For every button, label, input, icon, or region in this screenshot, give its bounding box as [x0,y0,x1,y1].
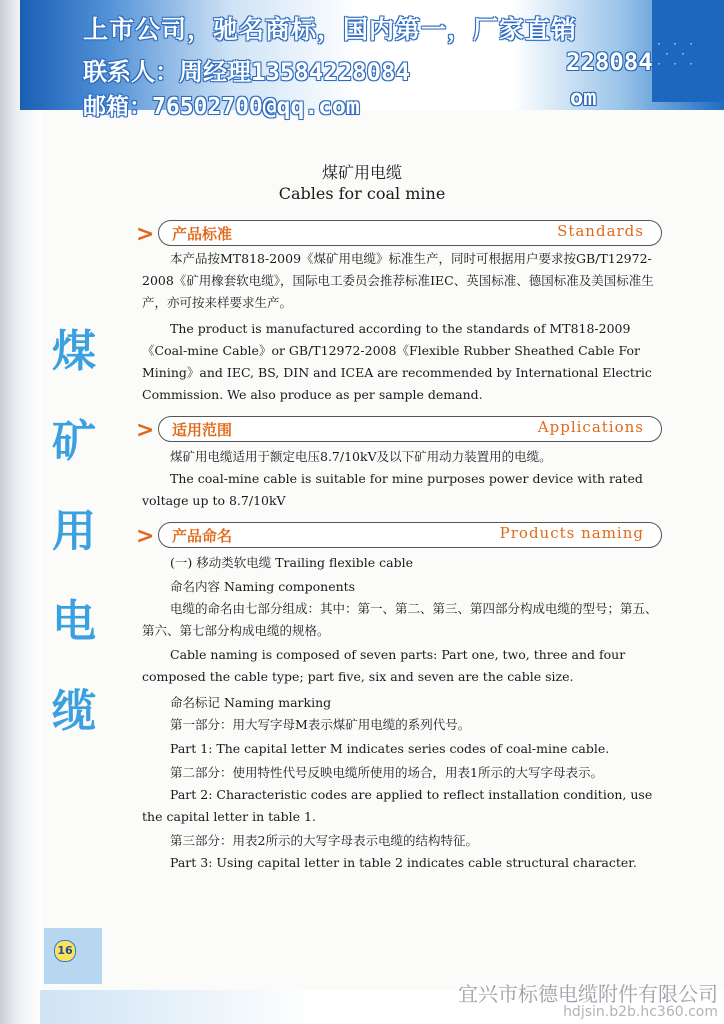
section-title-cn: 产品命名 [172,527,233,545]
section-header-applications [136,416,666,444]
promo-contact: 联系人：周经理13584228084 [83,58,410,86]
header-dot-pattern: · · · · · · · · [656,39,697,70]
naming-line: 命名标记 Naming marking [170,695,332,710]
applications-text-cn: 煤矿用电缆适用于额定电压8.7/10kV及以下矿用动力装置用的电缆。 [170,449,552,464]
side-title-char: 电 [52,596,96,647]
naming-line: 电缆的命名由七部分组成：其中：第一、第二、第三、第四部分构成电缆的型号；第五、第六、第七部分构成电缆的规格。 [142,601,658,638]
chevron-right-icon: > [136,524,155,549]
naming-line: 第一部分：用大写字母M表示煤矿用电缆的系列代号。 [170,717,471,732]
section-title-cn: 产品标准 [172,225,233,243]
page-title-cn: 煤矿用电缆 [321,163,402,182]
section-title-cn: 适用范围 [172,421,233,439]
standards-text-cn: 本产品按MT818-2009《煤矿用电缆》标准生产，同时可根据用户要求按GB/T12972-2008《矿用橡套软电缆》，国际电工委员会推荐标准IEC、英国标准、德国标准及美国标准生产，亦可按来样要求生产。 [142,251,654,310]
left-binding-shadow [0,0,42,1024]
standards-text-en: The product is manufactured according to the standards of MT818-2009《Coal-mine Cable》or GB/T12972-2008《Flexible Rubber Sheathed Cable For Mining》and IEC, BS, DIN and ICEA are recommended by International Electric Commission. We also produce as per sample demand. [142,321,652,402]
chevron-right-icon: > [136,222,155,247]
watermark-url: hdjsin.b2b.hc360.com [563,1004,718,1020]
watermark-company: 宜兴市标德电缆附件有限公司 [458,982,718,1006]
promo-ghost-email: om [570,86,597,111]
side-title-char: 缆 [52,686,96,737]
section-header-standards [136,220,666,248]
side-vertical-title [44,326,104,780]
naming-line: 命名内容 Naming components [170,579,356,594]
section-title-en: Applications [537,418,644,436]
chevron-right-icon: > [136,418,155,443]
applications-text-en: The coal-mine cable is suitable for mine purposes power device with rated voltage up to 8.7/10kV [142,471,643,508]
page-title-en: Cables for coal mine [278,184,446,203]
promo-ghost-phone: 228084 [566,48,653,76]
promo-line-1: 上市公司，驰名商标，国内第一，厂家直销 [83,15,578,44]
side-title-char: 煤 [52,326,96,377]
section-title-en: Standards [557,222,644,240]
naming-line: Cable naming is composed of seven parts: Part one, two, three and four composed the cable type; part five, six and seven are the cable size. [142,647,626,684]
section-header-naming [136,522,666,550]
section-title-en: Products naming [499,524,644,542]
naming-line: 第二部分：使用特性代号反映电缆所使用的场合，用表1所示的大写字母表示。 [170,765,603,780]
naming-line: (一) 移动类软电缆 Trailing flexible cable [170,555,413,570]
page-number: 16 [54,940,76,962]
naming-line: Part 2: Characteristic codes are applied to reflect installation condition, use the capital letter in table 1. [142,787,653,824]
naming-line: Part 1: The capital letter M indicates series codes of coal-mine cable. [170,741,610,756]
side-title-char: 矿 [52,416,96,467]
side-title-char: 用 [52,506,96,557]
promo-email: 邮箱：76502700@qq.com [83,94,360,120]
naming-line: Part 3: Using capital letter in table 2 indicates cable structural character. [170,855,637,870]
naming-line: 第三部分：用表2所示的大写字母表示电缆的结构特征。 [170,833,478,848]
